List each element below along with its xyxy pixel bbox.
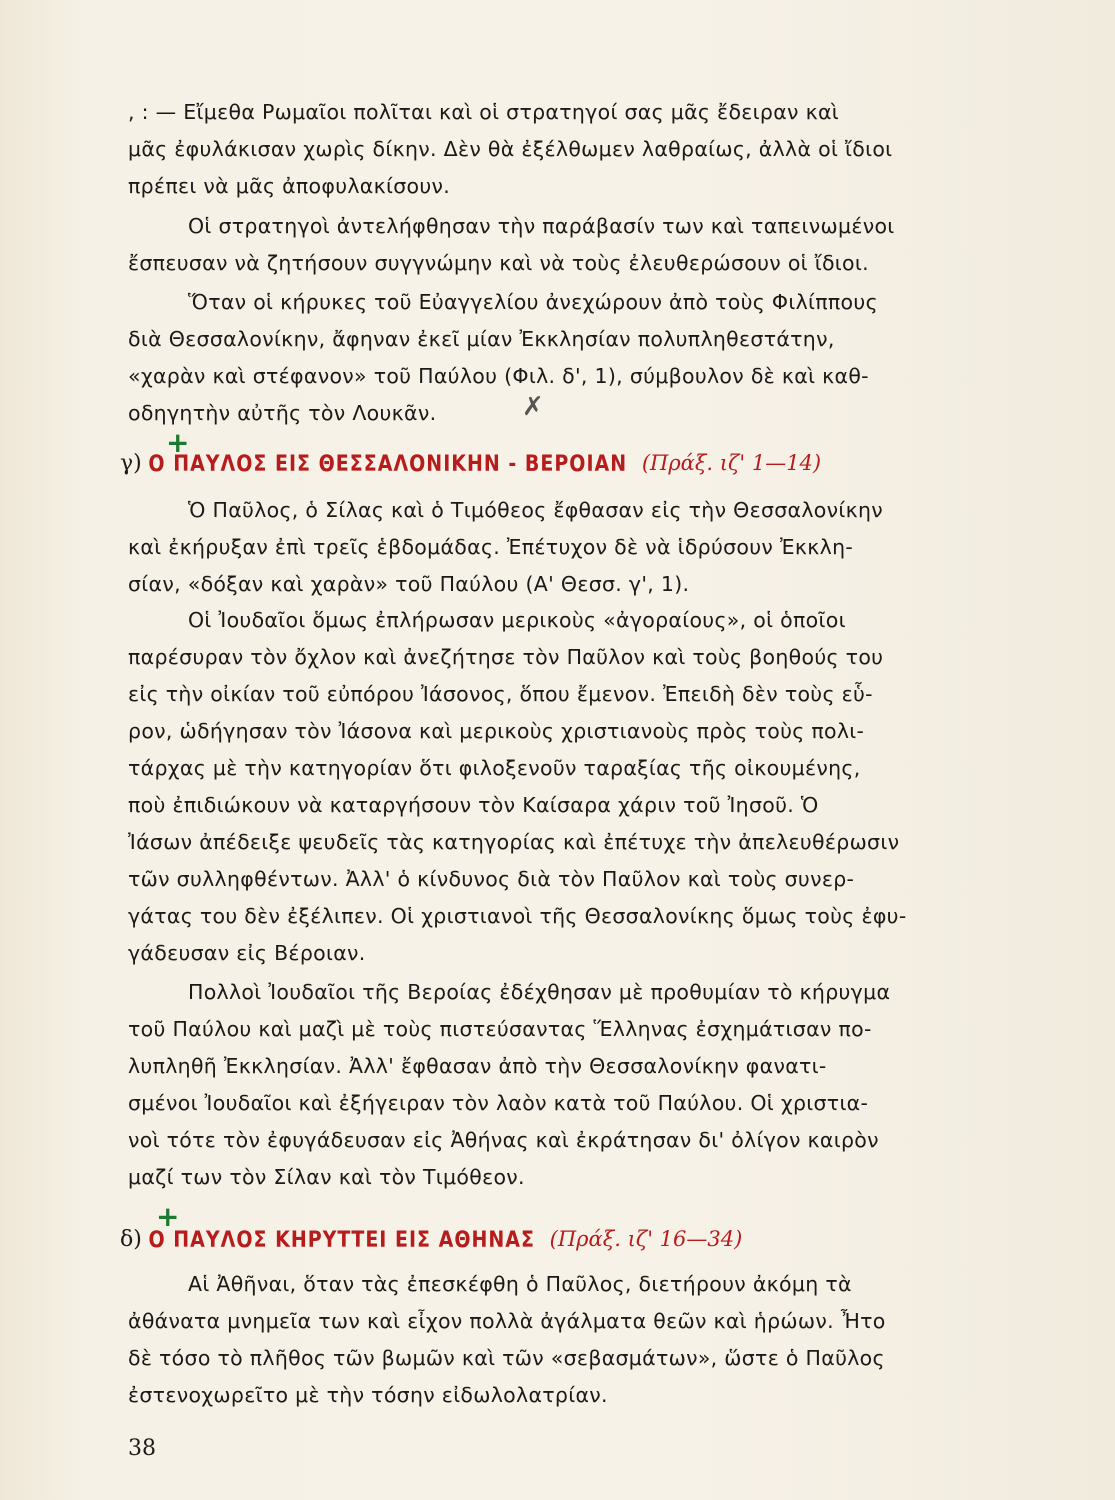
text-line: εἰς τὴν οἰκίαν τοῦ εὐπόρου Ἰάσονος, ὅπου ἔμενον. Ἐπειδὴ δὲν τοὺς εὗ- <box>128 682 873 706</box>
text-line: διὰ Θεσσαλονίκην, ἄφηναν ἐκεῖ μίαν Ἐκκλησίαν πολυπληθεστάτην, <box>128 327 835 351</box>
text-line: Οἱ στρατηγοὶ ἀντελήφθησαν τὴν παράβασίν των καὶ ταπεινωμένοι <box>188 214 895 238</box>
text-line: γάτας του δὲν ἐξέλιπεν. Οἱ χριστιανοὶ τῆς Θεσσαλονίκης ὅμως τοὺς ἐφυ- <box>128 904 907 928</box>
text-line: τάρχας μὲ τὴν κατηγορίαν ὅτι φιλοξενοῦν ταραξίας τῆς οἰκουμένης, <box>128 756 861 780</box>
text-line: τοῦ Παύλου καὶ μαζὶ μὲ τοὺς πιστεύσαντας Ἕλληνας ἐσχημάτισαν πο- <box>128 1017 872 1041</box>
section-reference: (Πράξ. ιζ' 1—14) <box>641 451 822 475</box>
text-line: σίαν, «δόξαν καὶ χαρὰν» τοῦ Παύλου (Α' Θεσσ. γ', 1). <box>128 572 690 596</box>
section-label: δ) <box>120 1227 142 1252</box>
text-line: ἀθάνατα μνημεῖα των καὶ εἶχον πολλὰ ἀγάλματα θεῶν καὶ ἡρώων. Ἦτο <box>128 1309 886 1333</box>
text-line: Ἰάσων ἀπέδειξε ψευδεῖς τὰς κατηγορίας καὶ ἐπέτυχε τὴν ἀπελευθέρωσιν <box>128 830 900 854</box>
paragraph-block-2 <box>128 208 1098 282</box>
paragraph-block-4 <box>128 492 1098 603</box>
text-line: ποὺ ἐπιδιώκουν νὰ καταργήσουν τὸν Καίσαρα χάριν τοῦ Ἰησοῦ. Ὁ <box>128 793 819 817</box>
text-line: ρον, ὡδήγησαν τὸν Ἰάσονα καὶ μερικοὺς χριστιανοὺς πρὸς τοὺς πολι- <box>128 719 865 743</box>
text-line: ἔσπευσαν νὰ ζητήσουν συγγνώμην καὶ νὰ τοὺς ἐλευθερώσουν οἱ ἴδιοι. <box>128 251 869 275</box>
paragraph-block-7 <box>128 1266 1098 1414</box>
text-line: Ὁ Παῦλος, ὁ Σίλας καὶ ὁ Τιμόθεος ἔφθασαν εἰς τὴν Θεσσαλονίκην <box>188 498 884 522</box>
paragraph-block-5 <box>128 602 1098 972</box>
paragraph-block-3 <box>128 284 1098 432</box>
section-heading-gamma <box>120 446 1100 481</box>
section-heading-delta <box>120 1222 1100 1257</box>
text-line: νοὶ τότε τὸν ἐφυγάδευσαν εἰς Ἀθήνας καὶ ἐκράτησαν δι' ὀλίγον καιρὸν <box>128 1128 879 1152</box>
text-line: μᾶς ἐφυλάκισαν χωρὶς δίκην. Δὲν θὰ ἐξέλθωμεν λαθραίως, ἀλλὰ οἱ ἴδιοι <box>128 137 893 161</box>
text-line: καὶ ἐκήρυξαν ἐπὶ τρεῖς ἑβδομάδας. Ἐπέτυχον δὲ νὰ ἱδρύσουν Ἐκκλη- <box>128 535 854 559</box>
text-line: , : — Εἴμεθα Ρωμαῖοι πολῖται καὶ οἱ στρατηγοί σας μᾶς ἔδειραν καὶ <box>128 100 840 124</box>
paragraph-block-1 <box>128 94 1098 205</box>
green-cross-mark-icon: + <box>166 426 190 459</box>
text-line: σμένοι Ἰουδαῖοι καὶ ἐξήγειραν τὸν λαὸν κατὰ τοῦ Παύλου. Οἱ χριστια- <box>128 1091 869 1115</box>
text-line: ἐστενοχωρεῖτο μὲ τὴν τόσην εἰδωλολατρίαν. <box>128 1383 608 1407</box>
section-reference: (Πράξ. ιζ' 16—34) <box>549 1227 743 1251</box>
text-line: Οἱ Ἰουδαῖοι ὅμως ἐπλήρωσαν μερικοὺς «ἀγοραίους», οἱ ὁποῖοι <box>188 608 846 632</box>
section-label: γ) <box>120 451 142 476</box>
text-line: λυπληθῆ Ἐκκλησίαν. Ἀλλ' ἔφθασαν ἀπὸ τὴν Θεσσαλονίκην φανατι- <box>128 1054 827 1078</box>
section-title: Ο ΠΑΥΛΟΣ ΚΗΡΥΤΤΕΙ ΕΙΣ ΑΘΗΝΑΣ <box>148 1227 535 1253</box>
text-line: παρέσυραν τὸν ὄχλον καὶ ἀνεζήτησε τὸν Παῦλον καὶ τοὺς βοηθούς του <box>128 645 884 669</box>
green-cross-mark-icon: + <box>156 1200 180 1233</box>
text-line: οδηγητὴν αὐτῆς τὸν Λουκᾶν. <box>128 401 437 425</box>
text-line: μαζί των τὸν Σίλαν καὶ τὸν Τιμόθεον. <box>128 1165 525 1189</box>
section-title: Ο ΠΑΥΛΟΣ ΕΙΣ ΘΕΣΣΑΛΟΝΙΚΗΝ - ΒΕΡΟΙΑΝ <box>148 451 628 477</box>
page-number: 38 <box>128 1436 156 1461</box>
text-line: Ὅταν οἱ κήρυκες τοῦ Εὐαγγελίου ἀνεχώρουν ἀπὸ τοὺς Φιλίππους <box>188 290 878 314</box>
text-line: τῶν συλληφθέντων. Ἀλλ' ὁ κίνδυνος διὰ τὸν Παῦλον καὶ τοὺς συνερ- <box>128 867 855 891</box>
text-line: δὲ τόσο τὸ πλῆθος τῶν βωμῶν καὶ τῶν «σεβασμάτων», ὥστε ὁ Παῦλος <box>128 1346 885 1370</box>
pencil-mark-icon: ✗ <box>522 392 544 422</box>
text-line: πρέπει νὰ μᾶς ἀποφυλακίσουν. <box>128 174 451 198</box>
text-line: γάδευσαν εἰς Βέροιαν. <box>128 941 366 965</box>
paragraph-block-6 <box>128 974 1098 1196</box>
text-line: Πολλοὶ Ἰουδαῖοι τῆς Βεροίας ἐδέχθησαν μὲ προθυμίαν τὸ κήρυγμα <box>188 980 891 1004</box>
text-line: Αἱ Ἀθῆναι, ὅταν τὰς ἐπεσκέφθη ὁ Παῦλος, διετήρουν ἀκόμη τὰ <box>188 1272 852 1296</box>
text-line: «χαρὰν καὶ στέφανον» τοῦ Παύλου (Φιλ. δ', 1), σύμβουλον δὲ καὶ καθ- <box>128 364 869 388</box>
